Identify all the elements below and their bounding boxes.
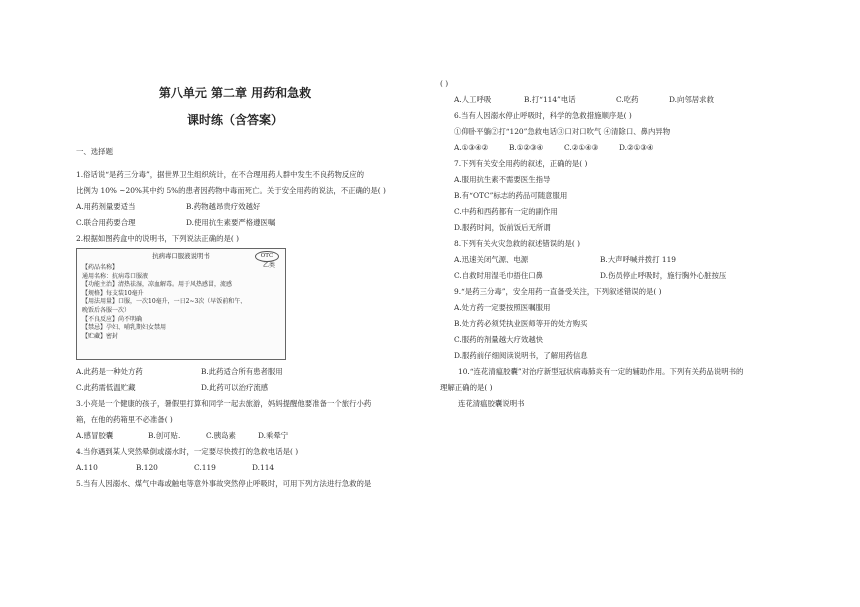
instruction-line: 【不良反应】尚不明确 — [82, 315, 143, 323]
question-stem: 5.当有人因溺水、煤气中毒或触电等意外事故突然停止呼吸时，可用下列方法进行急救的是 — [76, 479, 372, 488]
figure-title: 抗病毒口服液说明书 — [152, 252, 210, 260]
option-b: B.打“114”电话 — [524, 95, 576, 104]
instruction-line: 【药品名称】 — [82, 264, 119, 271]
option-c: C.此药需低温贮藏 — [76, 383, 136, 392]
page-title: 第八单元 第二章 用药和急救 — [158, 86, 312, 100]
option-d: D.此药可以治疗流感 — [201, 383, 269, 392]
question-4 — [76, 446, 426, 473]
question-5-options — [440, 94, 840, 105]
option-a: A.人工呼吸 — [454, 95, 492, 104]
option-d: D.服药前仔细阅读说明书，了解用药信息 — [454, 351, 588, 360]
question-stem: 1.俗话说“是药三分毒”，据世界卫生组织统计，在不合理用药人群中发生不良药物反应的 — [76, 170, 365, 179]
option-d: D.乘晕宁 — [258, 431, 289, 440]
instruction-line: 【功能主治】清热祛湿，凉血解毒。用于风热感冒，流感 — [82, 281, 233, 289]
option-d: D.服药时间，饭前饭后无所谓 — [454, 223, 551, 232]
left-column — [76, 146, 426, 489]
option-a: A.服用抗生素不需要医生指导 — [454, 175, 551, 184]
medicine-instruction-figure — [76, 248, 286, 360]
question-stem: 10.“连花清瘟胶囊”对治疗新型冠状病毒肺炎有一定的辅助作用。下列有关药品说明书的 — [458, 367, 744, 376]
option-b: B.①②③④ — [509, 143, 544, 152]
option-a: A.用药剂量要适当 — [76, 202, 136, 211]
question-stem: 2.根据如图药盒中的说明书，下列说法正确的是( ) — [76, 234, 239, 243]
question-9-stem: 9.“是药三分毒”，安全用药一直备受关注，下列叙述错误的是( ) — [454, 287, 662, 296]
question-stem: 3.小亮是一个健康的孩子，暑假里打算和同学一起去旅游，妈妈提醒他要准备一个旅行小药 — [76, 399, 372, 408]
instruction-lines — [82, 264, 246, 341]
instruction-line: 【贮藏】密封 — [82, 332, 119, 340]
instruction-line: 通用名称：抗病毒口服液 — [82, 272, 149, 280]
option-b: B.药物越昂贵疗效越好 — [186, 202, 261, 211]
question-stem: 箱，在他的药箱里不必准备( ) — [76, 415, 173, 424]
class-label: 乙类 — [262, 262, 275, 269]
figure-caption: 连花清瘟胶囊说明书 — [458, 399, 525, 408]
question-7-stem: 7.下列有关安全用药的叙述，正确的是( ) — [454, 159, 588, 168]
option-c: C.服药的剂量越大疗效越快 — [454, 335, 544, 344]
section-heading: 一、选择题 — [76, 147, 113, 156]
option-c: C.119 — [194, 463, 216, 472]
option-d: D.114 — [252, 463, 275, 472]
question-5 — [76, 478, 426, 489]
question-stem: 理解正确的是( ) — [440, 383, 493, 392]
option-c: C.自救时用湿毛巾捂住口鼻 — [454, 271, 544, 280]
page-subtitle: 课时练（含答案） — [186, 113, 283, 127]
question-3 — [76, 398, 426, 441]
option-d: D.向邻居求救 — [669, 95, 714, 104]
option-c: C.联合用药要合理 — [76, 218, 136, 227]
option-b: B.120 — [136, 463, 158, 472]
option-b: B.处方药必须凭执业医师等开的处方购买 — [454, 319, 588, 328]
option-d: D.②①③④ — [619, 143, 654, 152]
option-a: A.迅速关闭气源、电源 — [454, 255, 529, 264]
option-b: B.大声呼喊并拨打 119 — [600, 255, 676, 264]
option-d: D.伤员停止呼吸时，施行胸外心脏按压 — [600, 271, 727, 280]
option-c: C.吃药 — [616, 95, 639, 104]
question-10 — [440, 366, 840, 409]
question-stem: 比例为 10% ~20%其中约 5%的患者因药物中毒而死亡。关于安全用药的说法，不正确的是( ) — [76, 186, 386, 195]
right-column — [440, 78, 840, 409]
option-d: D.使用抗生素要严格遵医嘱 — [186, 218, 276, 227]
instruction-line: 【禁忌】孕妇、哺乳期妇女禁用 — [82, 324, 167, 332]
question-8-stem: 8.下列有关火灾急救的叙述错误的是( ) — [454, 239, 581, 248]
question-steps: ①仰卧平躺②打“120”急救电话③口对口吹气 ④清除口、鼻内异物 — [454, 127, 671, 136]
option-b: B.有“OTC”标志的药品可随意服用 — [454, 191, 568, 200]
otc-badge: OTC — [255, 251, 279, 262]
instruction-line: 晚饭后各服一次） — [82, 306, 131, 314]
question-6 — [454, 110, 840, 366]
question-stem: 4.当你遇到某人突然晕倒或溺水时，一定要尽快拨打的急救电话是( ) — [76, 447, 299, 456]
option-a: A.110 — [76, 463, 98, 472]
option-a: A.①③④② — [454, 143, 489, 152]
option-b: B.创可贴. — [148, 431, 181, 440]
option-b: B.此药适合所有患者服用 — [201, 367, 283, 376]
instruction-line: 【规格】每支装10毫升 — [82, 289, 144, 297]
answer-paren: ( ) — [440, 79, 449, 88]
instruction-line: 【用法用量】口服，一次10毫升，一日2~3次（早饭前和午、 — [82, 298, 247, 306]
option-a: A.此药是一种处方药 — [76, 367, 143, 376]
question-stem: 6.当有人因溺水停止呼吸时，科学的急救措施顺序是( ) — [454, 111, 632, 120]
option-a: A.处方药一定要按照医嘱服用 — [454, 303, 551, 312]
question-2 — [76, 233, 426, 393]
option-c: C.胰岛素 — [206, 431, 236, 440]
option-a: A.感冒胶囊 — [76, 431, 114, 440]
option-c: C.②①④③ — [564, 143, 599, 152]
option-c: C.中药和西药都有一定的副作用 — [454, 207, 558, 216]
question-1 — [76, 169, 426, 228]
